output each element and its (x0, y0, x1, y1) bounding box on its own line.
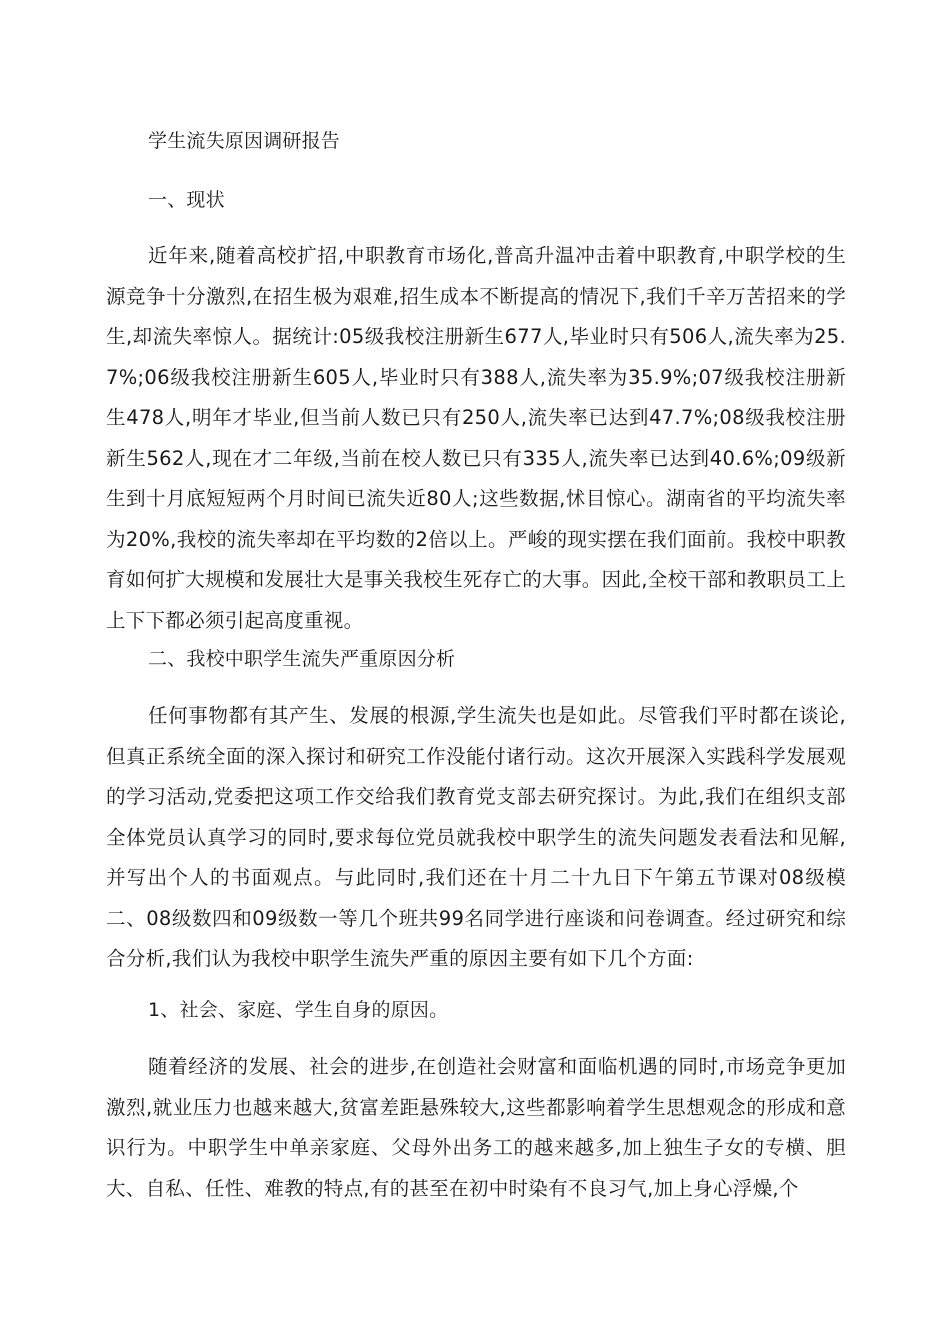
section-2-heading: 二、我校中职学生流失严重原因分析 (148, 648, 456, 670)
section-2-paragraph: 任何事物都有其产生、发展的根源,学生流失也是如此。尽管我们平时都在谈论,但真正系统全面的深入探讨和研究工作没能付诸行动。这次开展深入实践科学发展观的学习活动,党委把这项工作交给我们教育党支部去研究探讨。为此,我们在组织支部全体党员认真学习的同时,要求每位党员就我校中职学生的流失问题发表看法和见解,并写出个人的书面观点。与此同时,我们还在十月二十九日下午第五节课对08级模二、08级数四和09级数一等几个班共99名同学进行座谈和问卷调查。经过研究和综合分析,我们认为我校中职学生流失严重的原因主要有如下几个方面: (106, 704, 846, 970)
subsection-1-heading: 1、社会、家庭、学生自身的原因。 (148, 999, 449, 1021)
section-1-heading: 一、现状 (148, 189, 225, 211)
document-title: 学生流失原因调研报告 (148, 130, 341, 152)
subsection-1-paragraph: 随着经济的发展、社会的进步,在创造社会财富和面临机遇的同时,市场竞争更加激烈,就业压力也越来越大,贫富差距悬殊较大,这些都影响着学生思想观念的形成和意识行为。中职学生中单亲家庭、父母外出务工的越来越多,加上独生子女的专横、胆大、自私、任性、难教的特点,有的甚至在初中时染有不良习气,加上身心浮燥,个 (106, 1055, 846, 1200)
section-1-paragraph: 近年来,随着高校扩招,中职教育市场化,普高升温冲击着中职教育,中职学校的生源竞争十分激烈,在招生极为艰难,招生成本不断提高的情况下,我们千辛万苦招来的学生,却流失率惊人。据统计:05级我校注册新生677人,毕业时只有506人,流失率为25.7%;06级我校注册新生605人,毕业时只有388人,流失率为35.9%;07级我校注册新生478人,明年才毕业,但当前人数已只有250人,流失率已达到47.7%;08级我校注册新生562人,现在才二年级,当前在校人数已只有335人,流失率已达到40.6%;09级新生到十月底短短两个月时间已流失近80人;这些数据,怵目惊心。湖南省的平均流失率为20%,我校的流失率却在平均数的2倍以上。严峻的现实摆在我们面前。我校中职教育如何扩大规模和发展壮大是事关我校生死存亡的大事。因此,全校干部和教职员工上上下下都必须引起高度重视。 (106, 244, 846, 632)
